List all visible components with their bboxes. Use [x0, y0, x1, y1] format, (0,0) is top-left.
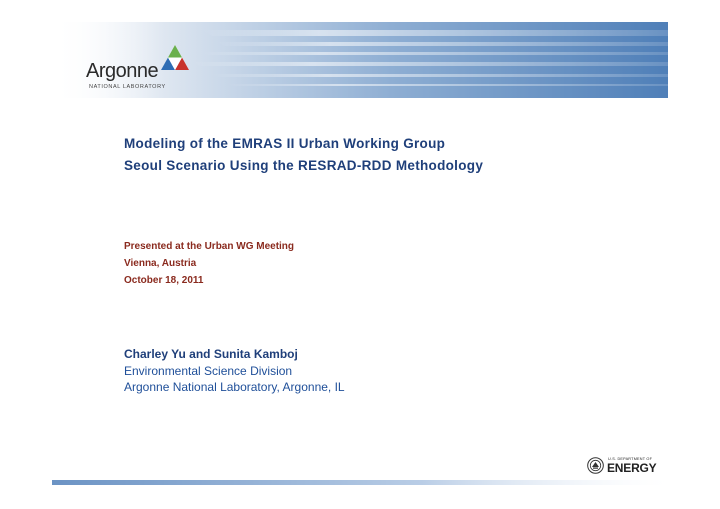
logo-subtitle: NATIONAL LABORATORY	[89, 84, 166, 90]
footer-bar	[52, 480, 668, 485]
meeting-text: Presented at the Urban WG Meeting	[124, 241, 295, 252]
doe-logo	[587, 457, 657, 475]
author-names: Charley Yu and Sunita Kamboj	[124, 347, 298, 361]
argonne-logo	[86, 44, 196, 90]
institution-text: Argonne National Laboratory, Argonne, IL	[124, 380, 345, 394]
doe-energy-text: ENERGY	[607, 461, 657, 475]
presentation-info	[124, 238, 294, 289]
location-text: Vienna, Austria	[124, 258, 197, 269]
division-text: Environmental Science Division	[124, 364, 293, 378]
doe-seal-icon	[587, 457, 604, 474]
title-line-1: Modeling of the EMRAS II Urban Working Group	[124, 136, 446, 151]
doe-department-text: U.S. DEPARTMENT OF	[608, 457, 653, 461]
title-line-2: Seoul Scenario Using the RESRAD-RDD Methodology	[124, 158, 484, 173]
argonne-triangle-icon	[160, 44, 190, 74]
authors-block	[124, 345, 345, 395]
slide-title	[124, 133, 624, 177]
date-text: October 18, 2011	[124, 275, 204, 286]
logo-wordmark: Argonne	[86, 60, 159, 82]
